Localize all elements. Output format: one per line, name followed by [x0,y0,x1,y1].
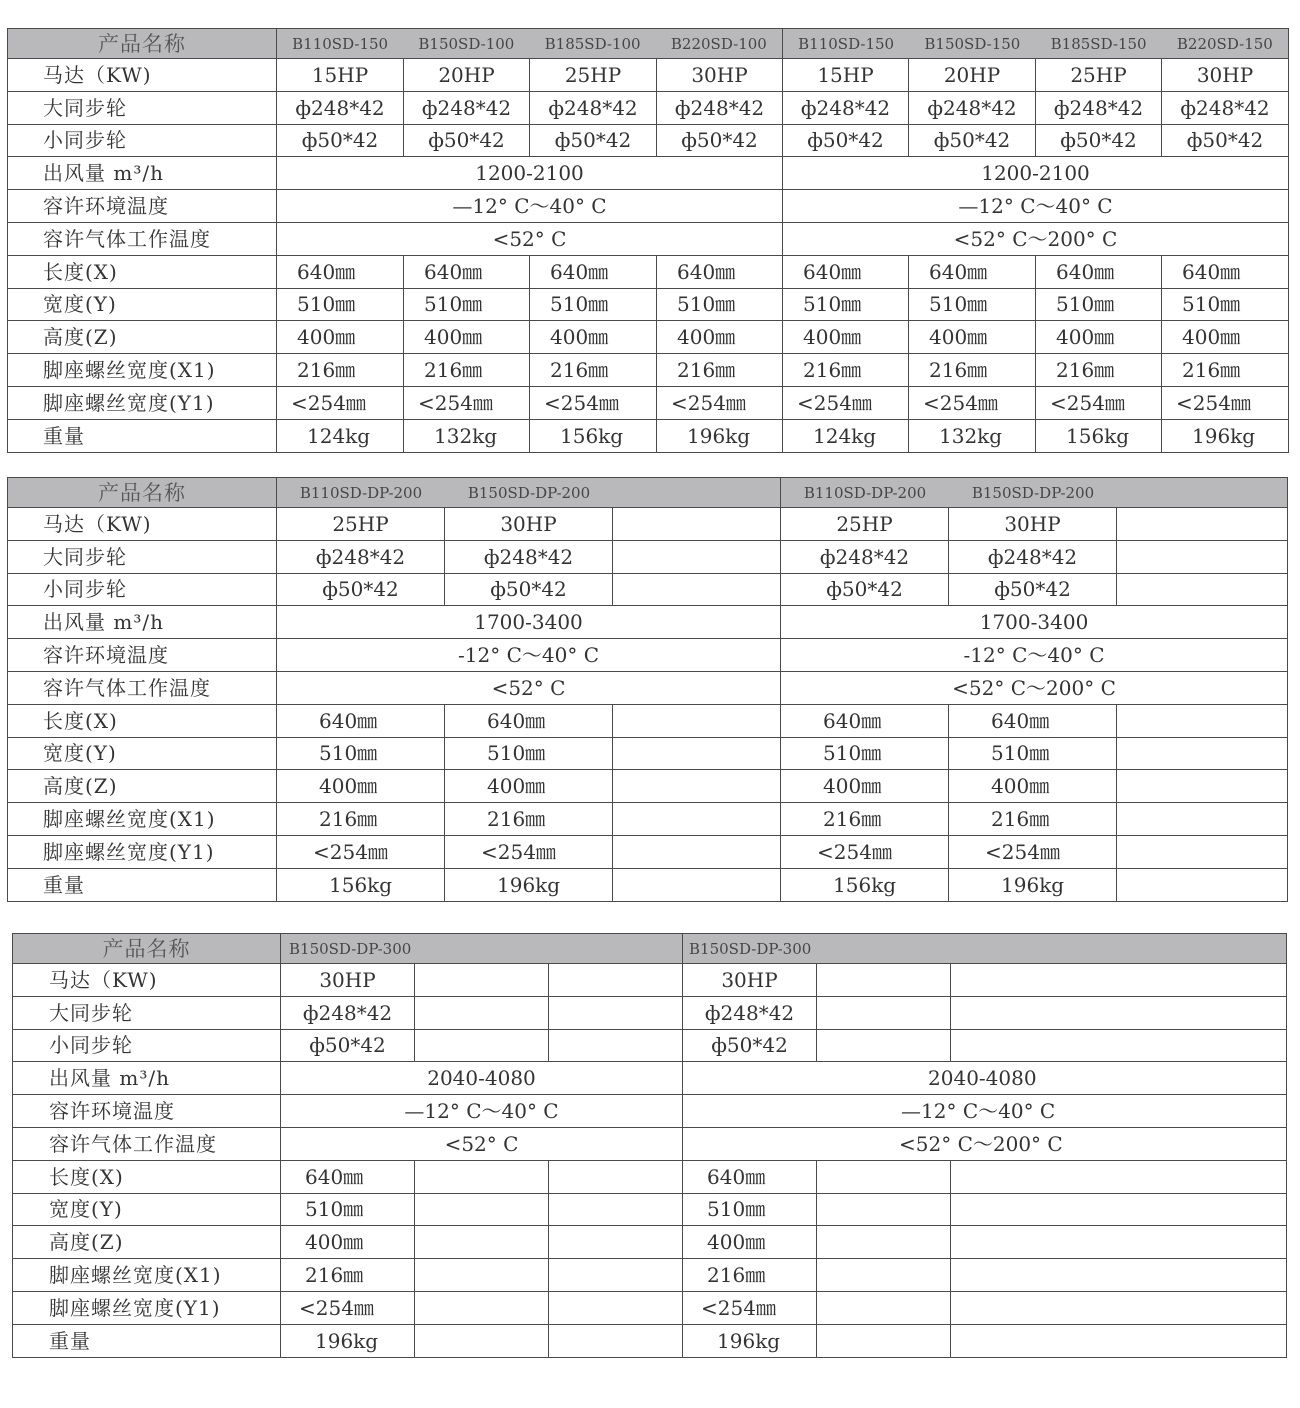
table-row-foot-y1 [13,1291,1287,1324]
empty-cell [817,964,951,997]
cell-value: 510㎜ [277,288,404,321]
table-row-motor [8,59,1289,92]
table-row-big-pulley [13,996,1287,1029]
model-name: B185SD-150 [1050,34,1147,53]
cell-value: <254㎜ [657,386,783,419]
row-label: 出风量 m³/h [13,1062,281,1095]
table-header-row [8,478,1288,508]
empty-cell [1117,835,1288,868]
cell-value: ф50*42 [783,124,909,157]
table-header-row [8,29,1289,59]
cell-value: <254㎜ [909,386,1036,419]
empty-cell [415,964,549,997]
empty-cell [613,770,781,803]
empty-cell [549,1160,683,1193]
cell-value: 400㎜ [1162,321,1289,354]
cell-value: ф50*42 [1036,124,1162,157]
cell-value: 196kg [1162,419,1289,452]
cell-value: 216㎜ [657,354,783,387]
row-label: 小同步轮 [8,124,277,157]
table-row-height [13,1226,1287,1259]
table-row-airflow [13,1062,1287,1095]
empty-cell [415,1226,549,1259]
cell-value: 400㎜ [277,770,445,803]
cell-value: 20HP [909,59,1036,92]
empty-cell [415,996,549,1029]
cell-value: ф50*42 [277,573,445,606]
cell-value: 30HP [949,508,1117,541]
cell-value: 400㎜ [530,321,657,354]
cell-value: 640㎜ [781,704,949,737]
cell-value: 156kg [530,419,657,452]
row-label: 脚座螺丝宽度(Y1) [8,835,277,868]
row-label: 高度(Z) [13,1226,281,1259]
model-name: B150SD-150 [924,34,1021,53]
cell-value: 25HP [1036,59,1162,92]
empty-cell [951,1226,1287,1259]
empty-cell [1117,704,1288,737]
table-row-airflow [8,606,1288,639]
cell-value: 196kg [281,1324,415,1357]
cell-value: 640㎜ [404,255,530,288]
empty-cell [817,996,951,1029]
table-row-width [13,1193,1287,1226]
cell-value: 2040-4080 [683,1062,1287,1095]
table-row-gas-temp [13,1127,1287,1160]
cell-value: 400㎜ [783,321,909,354]
spec-table-series-dp-300 [12,933,1287,1358]
empty-cell [613,508,781,541]
row-label: 大同步轮 [8,91,277,124]
row-label: 马达（KW) [8,508,277,541]
cell-value: 216㎜ [781,803,949,836]
empty-cell [415,1193,549,1226]
empty-cell [415,1160,549,1193]
cell-value: ф248*42 [530,91,657,124]
empty-cell [549,964,683,997]
model-name: B110SD-DP-200 [803,483,927,502]
cell-value: 640㎜ [783,255,909,288]
cell-value: 1200-2100 [277,157,783,190]
cell-value: —12° C～40° C [281,1095,683,1128]
cell-value: <254㎜ [783,386,909,419]
cell-value: ф248*42 [445,540,613,573]
row-label: 容许气体工作温度 [13,1127,281,1160]
cell-value: <52° C [277,671,781,704]
empty-cell [415,1029,549,1062]
table-row-foot-x1 [8,803,1288,836]
table-row-big-pulley [8,540,1288,573]
cell-value: <254㎜ [949,835,1117,868]
empty-cell [817,1160,951,1193]
cell-value: ф248*42 [1162,91,1289,124]
table-row-small-pulley [8,124,1289,157]
cell-value: ф50*42 [530,124,657,157]
row-label: 重量 [8,868,277,901]
empty-cell [1117,868,1288,901]
table-row-motor [8,508,1288,541]
empty-cell [415,1291,549,1324]
cell-value: 510㎜ [404,288,530,321]
model-group-right [783,29,1289,59]
model-name: B150SD-DP-300 [281,934,683,964]
table-row-width [8,288,1289,321]
row-label: 长度(X) [8,255,277,288]
empty-cell [951,996,1287,1029]
cell-value: 510㎜ [683,1193,817,1226]
empty-cell [951,964,1287,997]
table-row-height [8,770,1288,803]
model-name: B220SD-100 [670,34,767,53]
cell-value: ф248*42 [277,540,445,573]
cell-value: <52° C～200° C [783,222,1289,255]
row-label: 马达（KW) [8,59,277,92]
model-name: B110SD-150 [798,34,895,53]
cell-value: 15HP [783,59,909,92]
row-label: 容许环境温度 [8,190,277,223]
cell-value: 216㎜ [783,354,909,387]
empty-cell [415,1259,549,1292]
cell-value: ф248*42 [657,91,783,124]
cell-value: 156kg [1036,419,1162,452]
cell-value: -12° C～40° C [277,639,781,672]
cell-value: 30HP [445,508,613,541]
empty-cell [1117,573,1288,606]
table-row-foot-y1 [8,835,1288,868]
empty-cell [817,1324,951,1357]
cell-value: 196kg [657,419,783,452]
cell-value: 510㎜ [530,288,657,321]
row-label: 大同步轮 [8,540,277,573]
table-row-small-pulley [13,1029,1287,1062]
empty-cell [613,868,781,901]
model-name: B150SD-DP-200 [971,483,1095,502]
cell-value: 510㎜ [783,288,909,321]
cell-value: ф248*42 [277,91,404,124]
cell-value: 640㎜ [281,1160,415,1193]
cell-value: ф50*42 [445,573,613,606]
cell-value: ф50*42 [909,124,1036,157]
empty-cell [613,737,781,770]
table-row-small-pulley [8,573,1288,606]
cell-value: 1200-2100 [783,157,1289,190]
cell-value: 196kg [683,1324,817,1357]
cell-value: 25HP [530,59,657,92]
cell-value: 25HP [277,508,445,541]
cell-value: <52° C～200° C [683,1127,1287,1160]
cell-value: 640㎜ [657,255,783,288]
row-label: 脚座螺丝宽度(X1) [8,354,277,387]
product-name-header: 产品名称 [8,478,277,508]
row-label: 脚座螺丝宽度(X1) [8,803,277,836]
model-name: B150SD-DP-200 [467,483,591,502]
cell-value: 1700-3400 [277,606,781,639]
cell-value: 640㎜ [277,704,445,737]
row-label: 宽度(Y) [8,737,277,770]
cell-value: 196kg [445,868,613,901]
cell-value: ф248*42 [281,996,415,1029]
table-row-length [13,1160,1287,1193]
cell-value: <254㎜ [781,835,949,868]
empty-cell [817,1259,951,1292]
cell-value: 510㎜ [1036,288,1162,321]
row-label: 马达（KW) [13,964,281,997]
cell-value: <254㎜ [530,386,657,419]
cell-value: 400㎜ [404,321,530,354]
empty-cell [613,803,781,836]
row-label: 高度(Z) [8,321,277,354]
empty-cell [549,1193,683,1226]
table-row-length [8,255,1289,288]
model-group-left [277,478,781,508]
empty-cell [951,1193,1287,1226]
row-label: 脚座螺丝宽度(Y1) [13,1291,281,1324]
table-row-gas-temp [8,671,1288,704]
empty-cell [613,540,781,573]
row-label: 脚座螺丝宽度(X1) [13,1259,281,1292]
cell-value: 216㎜ [909,354,1036,387]
table-row-foot-x1 [8,354,1289,387]
cell-value: 216㎜ [404,354,530,387]
spec-table-series-sd [7,28,1289,453]
empty-cell [549,1029,683,1062]
cell-value: ф50*42 [1162,124,1289,157]
cell-value: 216㎜ [445,803,613,836]
table-row-foot-y1 [8,386,1289,419]
table-row-airflow [8,157,1289,190]
cell-value: 510㎜ [781,737,949,770]
empty-cell [951,1029,1287,1062]
cell-value: 640㎜ [277,255,404,288]
cell-value: 400㎜ [445,770,613,803]
spec-table-series-dp-200 [7,477,1288,902]
cell-value: 510㎜ [445,737,613,770]
model-name: B110SD-150 [292,34,389,53]
cell-value: 124kg [277,419,404,452]
cell-value: 510㎜ [949,737,1117,770]
model-name: B220SD-150 [1176,34,1273,53]
table-row-gas-temp [8,222,1289,255]
table-row-weight [13,1324,1287,1357]
cell-value: 510㎜ [909,288,1036,321]
cell-value: ф248*42 [783,91,909,124]
cell-value: 30HP [281,964,415,997]
cell-value: 640㎜ [1036,255,1162,288]
model-name: B110SD-DP-200 [299,483,423,502]
empty-cell [817,1193,951,1226]
cell-value: 156kg [277,868,445,901]
cell-value: —12° C～40° C [277,190,783,223]
cell-value: 510㎜ [1162,288,1289,321]
cell-value: ф50*42 [657,124,783,157]
empty-cell [951,1160,1287,1193]
cell-value: 510㎜ [281,1193,415,1226]
cell-value: 156kg [781,868,949,901]
table-header-row [13,934,1287,964]
empty-cell [1117,540,1288,573]
table-row-height [8,321,1289,354]
cell-value: ф50*42 [277,124,404,157]
cell-value: 400㎜ [781,770,949,803]
empty-cell [1117,737,1288,770]
cell-value: ф50*42 [781,573,949,606]
empty-cell [951,1291,1287,1324]
row-label: 宽度(Y) [8,288,277,321]
cell-value: 132kg [909,419,1036,452]
cell-value: 400㎜ [1036,321,1162,354]
cell-value: 124kg [783,419,909,452]
row-label: 长度(X) [13,1160,281,1193]
cell-value: 216㎜ [1162,354,1289,387]
empty-cell [549,1259,683,1292]
empty-cell [549,996,683,1029]
cell-value: <52° C [277,222,783,255]
cell-value: ф248*42 [949,540,1117,573]
model-name: B150SD-100 [418,34,515,53]
cell-value: <254㎜ [1036,386,1162,419]
cell-value: 216㎜ [1036,354,1162,387]
row-label: 长度(X) [8,704,277,737]
cell-value: 216㎜ [683,1259,817,1292]
empty-cell [951,1259,1287,1292]
cell-value: <254㎜ [1162,386,1289,419]
empty-cell [613,835,781,868]
model-name: B150SD-DP-300 [683,934,1287,964]
model-group-left [277,29,783,59]
empty-cell [549,1226,683,1259]
cell-value: ф248*42 [683,996,817,1029]
empty-cell [1117,508,1288,541]
row-label: 宽度(Y) [13,1193,281,1226]
table-row-ambient-temp [8,190,1289,223]
model-name: B185SD-100 [544,34,641,53]
cell-value: ф50*42 [281,1029,415,1062]
cell-value: <254㎜ [683,1291,817,1324]
cell-value: <254㎜ [404,386,530,419]
cell-value: 216㎜ [949,803,1117,836]
cell-value: 20HP [404,59,530,92]
cell-value: 510㎜ [277,737,445,770]
cell-value: 400㎜ [949,770,1117,803]
table-row-ambient-temp [8,639,1288,672]
row-label: 容许气体工作温度 [8,671,277,704]
product-name-header: 产品名称 [13,934,281,964]
table-row-motor [13,964,1287,997]
cell-value: <52° C～200° C [781,671,1288,704]
cell-value: 30HP [657,59,783,92]
table-row-foot-x1 [13,1259,1287,1292]
row-label: 出风量 m³/h [8,606,277,639]
empty-cell [817,1029,951,1062]
product-name-header: 产品名称 [8,29,277,59]
table-row-ambient-temp [13,1095,1287,1128]
empty-cell [817,1226,951,1259]
cell-value: —12° C～40° C [683,1095,1287,1128]
cell-value: 216㎜ [277,803,445,836]
table-row-weight [8,419,1289,452]
cell-value: 640㎜ [530,255,657,288]
cell-value: 132kg [404,419,530,452]
cell-value: <254㎜ [281,1291,415,1324]
row-label: 小同步轮 [8,573,277,606]
cell-value: ф50*42 [404,124,530,157]
cell-value: 640㎜ [445,704,613,737]
empty-cell [415,1324,549,1357]
cell-value: 1700-3400 [781,606,1288,639]
cell-value: 216㎜ [277,354,404,387]
model-group-right [781,478,1288,508]
row-label: 脚座螺丝宽度(Y1) [8,386,277,419]
cell-value: 640㎜ [909,255,1036,288]
cell-value: -12° C～40° C [781,639,1288,672]
empty-cell [817,1291,951,1324]
cell-value: 15HP [277,59,404,92]
cell-value: 216㎜ [281,1259,415,1292]
cell-value: 400㎜ [281,1226,415,1259]
empty-cell [549,1324,683,1357]
row-label: 大同步轮 [13,996,281,1029]
cell-value: ф248*42 [781,540,949,573]
cell-value: 25HP [781,508,949,541]
cell-value: <52° C [281,1127,683,1160]
row-label: 重量 [13,1324,281,1357]
cell-value: 2040-4080 [281,1062,683,1095]
cell-value: ф248*42 [909,91,1036,124]
cell-value: 30HP [1162,59,1289,92]
cell-value: 640㎜ [949,704,1117,737]
cell-value: 30HP [683,964,817,997]
cell-value: ф248*42 [404,91,530,124]
table-row-big-pulley [8,91,1289,124]
cell-value: 640㎜ [683,1160,817,1193]
cell-value: —12° C～40° C [783,190,1289,223]
table-row-length [8,704,1288,737]
row-label: 小同步轮 [13,1029,281,1062]
cell-value: 196kg [949,868,1117,901]
cell-value: 216㎜ [530,354,657,387]
row-label: 容许气体工作温度 [8,222,277,255]
empty-cell [613,573,781,606]
row-label: 出风量 m³/h [8,157,277,190]
table-row-width [8,737,1288,770]
row-label: 容许环境温度 [8,639,277,672]
empty-cell [549,1291,683,1324]
cell-value: 510㎜ [657,288,783,321]
empty-cell [1117,803,1288,836]
empty-cell [951,1324,1287,1357]
row-label: 容许环境温度 [13,1095,281,1128]
cell-value: 400㎜ [683,1226,817,1259]
cell-value: 400㎜ [657,321,783,354]
cell-value: 400㎜ [909,321,1036,354]
cell-value: <254㎜ [277,835,445,868]
row-label: 高度(Z) [8,770,277,803]
empty-cell [1117,770,1288,803]
row-label: 重量 [8,419,277,452]
cell-value: 640㎜ [1162,255,1289,288]
cell-value: <254㎜ [445,835,613,868]
cell-value: 400㎜ [277,321,404,354]
empty-cell [613,704,781,737]
cell-value: ф248*42 [1036,91,1162,124]
cell-value: <254㎜ [277,386,404,419]
cell-value: ф50*42 [949,573,1117,606]
table-row-weight [8,868,1288,901]
cell-value: ф50*42 [683,1029,817,1062]
